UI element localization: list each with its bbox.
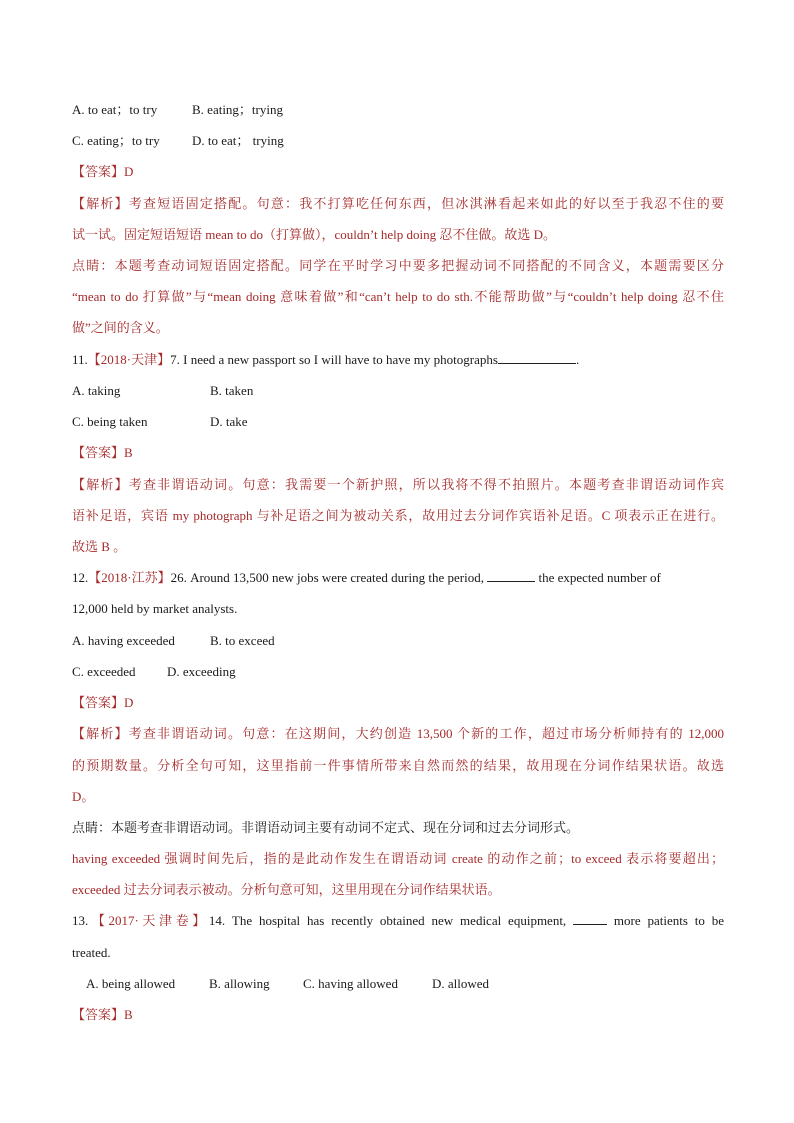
q10-tip-line-1 bbox=[72, 257, 724, 275]
q13-answer bbox=[72, 1006, 724, 1024]
option-a: A. taking bbox=[72, 383, 121, 398]
option-c: C. having allowed bbox=[303, 976, 398, 991]
question-source: 【2017·天津卷】 bbox=[88, 913, 209, 928]
q10-answer bbox=[72, 163, 724, 181]
q10-analysis-line-2 bbox=[72, 226, 724, 244]
answer-label: 【答案】 bbox=[72, 445, 125, 460]
option-d: D. allowed bbox=[432, 976, 490, 991]
question-stem-cont: more patients to be bbox=[613, 913, 724, 928]
tip-label: 点睛： bbox=[72, 258, 115, 273]
q11-answer bbox=[72, 444, 724, 462]
option-a: A. being allowed bbox=[86, 976, 176, 991]
option-b: B. to exceed bbox=[210, 633, 275, 648]
option-c: C. exceeded bbox=[72, 664, 136, 679]
analysis-label: 【解析】 bbox=[72, 477, 129, 492]
q12-tip-line-1 bbox=[72, 819, 724, 837]
analysis-text: 考查非谓语动词。句意：我需要一个新护照，所以我将不得不拍照片。本题考查非谓语动词作宾 bbox=[128, 477, 724, 492]
q12-analysis-line-3 bbox=[72, 788, 724, 806]
option-d: D. take bbox=[210, 414, 248, 429]
answer-label: 【答案】 bbox=[72, 164, 125, 179]
option-d: D. exceeding bbox=[167, 664, 236, 679]
option-c: C. eating；to try bbox=[72, 133, 160, 148]
analysis-label: 【解析】 bbox=[72, 196, 129, 211]
tip-label: 点睛： bbox=[72, 820, 112, 835]
option-b: B. taken bbox=[210, 383, 254, 398]
q10-analysis-line-1 bbox=[72, 195, 724, 213]
question-stem-cont: the expected number of bbox=[538, 570, 661, 585]
option-c: C. being taken bbox=[72, 414, 148, 429]
q13-stem-line-2 bbox=[72, 944, 724, 962]
tip-text: “mean to do 打算做”与“mean doing 意味着做”和“can’t help to do sth.不能帮助做”与“couldn’t help doing 忍不住 bbox=[72, 289, 724, 304]
analysis-text: 考查短语固定搭配。句意：我不打算吃任何东西，但冰淇淋看起来如此的好以至于我忍不住的要 bbox=[128, 196, 724, 211]
analysis-text: 故选 B 。 bbox=[72, 539, 127, 554]
q12-options-row-2 bbox=[72, 663, 724, 681]
question-source: 【2018·天津】 bbox=[87, 352, 171, 367]
question-stem: 26. Around 13,500 new jobs were created during the period, bbox=[170, 570, 484, 585]
tip-text: 本题考查动词短语固定搭配。同学在平时学习中要多把握动词不同搭配的不同含义，本题需要区分 bbox=[114, 258, 724, 273]
question-stem: 14. The hospital has recently obtained new medical equipment, bbox=[208, 913, 567, 928]
tip-text: 做”之间的含义。 bbox=[72, 320, 169, 335]
option-a: A. having exceeded bbox=[72, 633, 175, 648]
q12-stem-line-2 bbox=[72, 600, 724, 618]
q12-analysis-line-2 bbox=[72, 757, 724, 775]
option-d: D. to eat； trying bbox=[192, 133, 284, 148]
answer-label: 【答案】 bbox=[72, 695, 125, 710]
q12-tip-line-2 bbox=[72, 850, 724, 868]
question-stem-cont: 12,000 held by market analysts. bbox=[72, 601, 238, 616]
tip-text: exceeded 过去分词表示被动。分析句意可知，这里用现在分词作结果状语。 bbox=[72, 882, 501, 897]
tip-text: having exceeded 强调时间先后，指的是此动作发生在谓语动词 create 的动作之前；to exceed 表示将要超出； bbox=[72, 851, 724, 866]
question-source: 【2018·江苏】 bbox=[88, 570, 171, 585]
question-number: 12. bbox=[72, 570, 89, 585]
answer-value: D bbox=[124, 164, 134, 179]
q10-tip-line-2 bbox=[72, 288, 724, 306]
analysis-label: 【解析】 bbox=[72, 726, 129, 741]
analysis-text: 的预期数量。分析全句可知，这里指前一件事情所带来自然而然的结果，故用现在分词作结果状语。故选 bbox=[72, 758, 724, 773]
answer-blank bbox=[498, 351, 576, 364]
answer-blank bbox=[487, 569, 535, 582]
q12-stem-line-1 bbox=[72, 569, 724, 587]
q11-options-row-2 bbox=[72, 413, 724, 431]
q11-analysis-line-2 bbox=[72, 507, 724, 525]
q12-answer bbox=[72, 694, 724, 712]
option-a: A. to eat；to try bbox=[72, 102, 158, 117]
question-stem: 7. I need a new passport so I will have to have my photographs bbox=[170, 352, 498, 367]
question-number: 13. bbox=[72, 913, 89, 928]
q10-options-row-1 bbox=[72, 101, 724, 119]
q13-stem-line-1 bbox=[72, 912, 724, 930]
analysis-text: 考查非谓语动词。句意：在这期间，大约创造 13,500 个新的工作，超过市场分析师持有的 12,000 bbox=[128, 726, 724, 741]
option-b: B. eating；trying bbox=[192, 102, 283, 117]
question-stem-cont: treated. bbox=[72, 945, 111, 960]
q12-tip-line-3 bbox=[72, 881, 724, 899]
analysis-text: D。 bbox=[72, 789, 95, 804]
answer-value: D bbox=[124, 695, 134, 710]
option-b: B. allowing bbox=[209, 976, 270, 991]
analysis-text: 试一试。固定短语短语 mean to do（打算做），couldn’t help doing 忍不住做。故选 D。 bbox=[72, 227, 556, 242]
analysis-text: 语补足语，宾语 my photograph 与补足语之间为被动关系，故用过去分词作宾语补足语。C 项表示正在进行。 bbox=[72, 508, 724, 523]
answer-label: 【答案】 bbox=[72, 1007, 125, 1022]
stem-end: . bbox=[575, 352, 580, 367]
q13-options-row bbox=[86, 975, 724, 993]
q10-tip-line-3 bbox=[72, 319, 724, 337]
question-number: 11. bbox=[72, 352, 88, 367]
tip-text: 本题考查非谓语动词。非谓语动词主要有动词不定式、现在分词和过去分词形式。 bbox=[111, 820, 580, 835]
q12-options-row-1 bbox=[72, 632, 724, 650]
answer-value: B bbox=[124, 445, 133, 460]
answer-blank bbox=[573, 912, 607, 925]
q11-stem bbox=[72, 351, 724, 369]
q12-analysis-line-1 bbox=[72, 725, 724, 743]
answer-value: B bbox=[124, 1007, 133, 1022]
q11-analysis-line-1 bbox=[72, 476, 724, 494]
q10-options-row-2 bbox=[72, 132, 724, 150]
q11-analysis-line-3 bbox=[72, 538, 724, 556]
q11-options-row-1 bbox=[72, 382, 724, 400]
